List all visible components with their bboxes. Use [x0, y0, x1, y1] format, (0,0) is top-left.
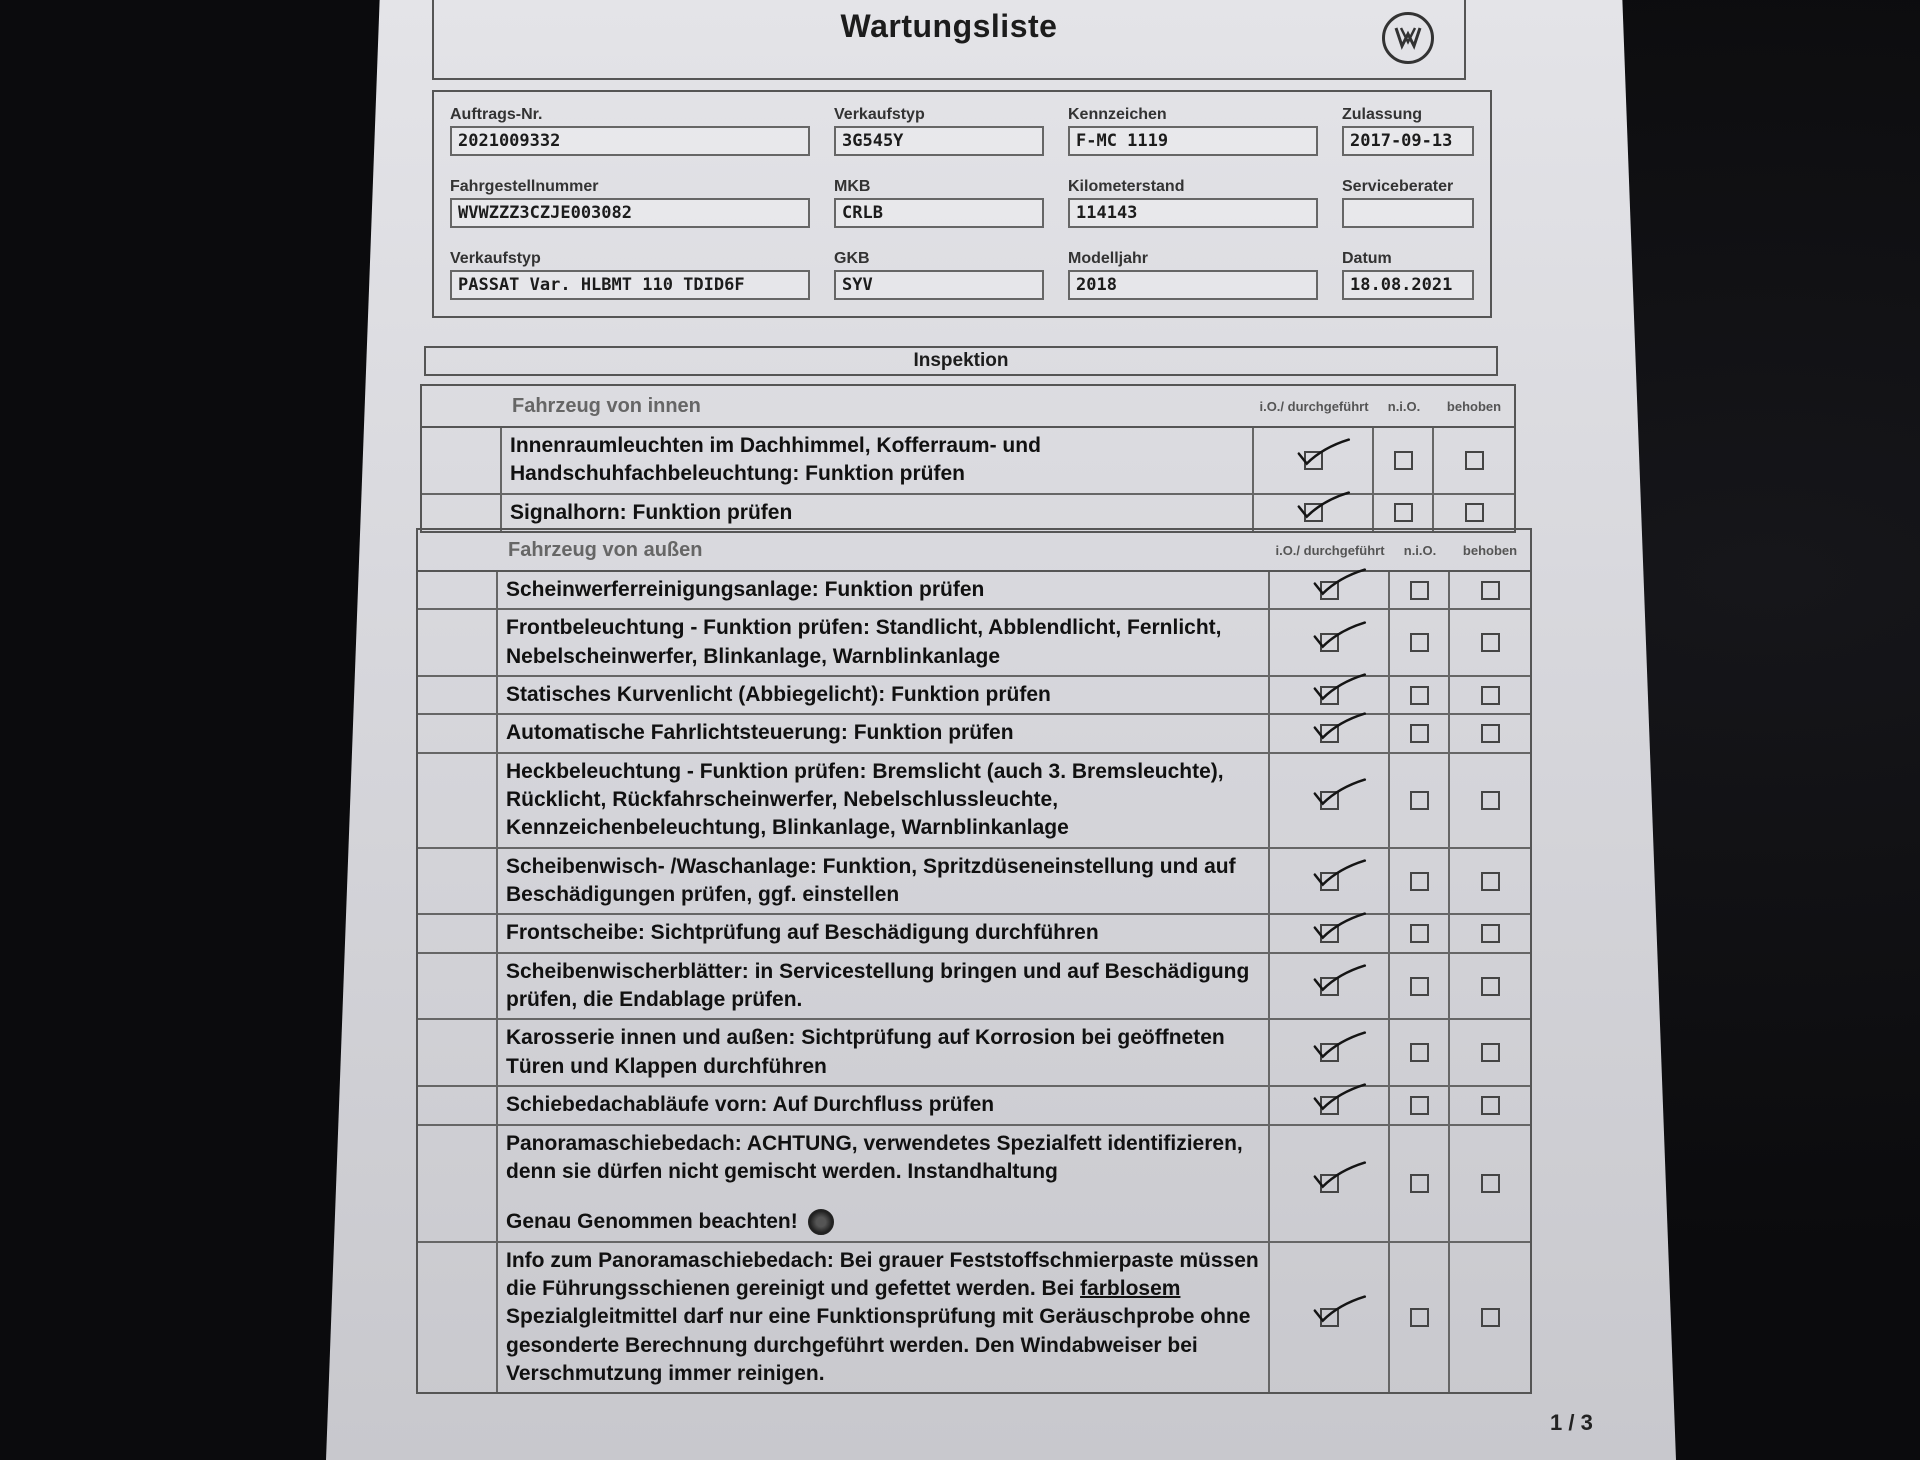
group-title: Fahrzeug von außen — [508, 538, 703, 561]
vw-logo — [1382, 12, 1434, 64]
item-label: Scheibenwischerblätter: in Servicestellung bringen und auf Beschädigung prüfen, die Endablage prüfen. — [506, 959, 1250, 1012]
row-spacer — [422, 428, 502, 493]
field-label: Kilometerstand — [1068, 178, 1185, 195]
column-header-nio: n.i.O. — [1403, 542, 1437, 558]
field-value: 2017-09-13 — [1342, 126, 1474, 156]
field-modelljahr — [1068, 246, 1318, 318]
item-label: Panoramaschiebedach: ACHTUNG, verwendetes Spezialfett identifizieren, denn sie dürfen nicht gemischt werden. Instandhaltung — [506, 1131, 1243, 1183]
form-header — [432, 0, 1466, 80]
checkbox-nio[interactable] — [1410, 1043, 1429, 1062]
field-label: Datum — [1342, 250, 1392, 267]
handwritten-check-icon — [1313, 964, 1367, 996]
checkbox-cell-io — [1270, 610, 1390, 675]
field-value: WVWZZZ3CZJE003082 — [450, 198, 810, 228]
item-label: Karosserie innen und außen: Sichtprüfung auf Korrosion bei geöffneten Türen und Klappen durchführen — [506, 1026, 1225, 1078]
field-verkaufstyp-name — [450, 246, 810, 318]
field-label: Fahrgestellnummer — [450, 178, 599, 195]
checkbox-cell-io — [1270, 1020, 1390, 1085]
checklist-item-text — [498, 572, 1270, 608]
field-value: 18.08.2021 — [1342, 270, 1474, 300]
checkbox-cell-io — [1270, 572, 1390, 608]
checkbox-cell-behoben — [1434, 495, 1514, 531]
checkbox-behoben[interactable] — [1481, 581, 1500, 600]
field-value — [1342, 198, 1474, 228]
checklist-row — [418, 1087, 1530, 1125]
checkbox-cell-behoben — [1450, 954, 1530, 1019]
checkbox-cell-io — [1254, 495, 1374, 531]
checkbox-behoben[interactable] — [1481, 1174, 1500, 1193]
checklist-row — [422, 428, 1514, 495]
checkbox-cell-io — [1270, 1087, 1390, 1123]
checkbox-cell-io — [1270, 1243, 1390, 1393]
field-label: Auftrags-Nr. — [450, 106, 543, 123]
checklist-row — [418, 754, 1530, 849]
field-kilometerstand — [1068, 174, 1318, 246]
checklist-item-text — [498, 849, 1270, 914]
field-serviceberater — [1342, 174, 1474, 246]
checklist-item-text — [498, 677, 1270, 713]
field-value: F-MC 1119 — [1068, 126, 1318, 156]
item-label: Frontscheibe: Sichtprüfung auf Beschädigung durchführen — [506, 921, 1099, 945]
row-spacer — [422, 495, 502, 531]
row-spacer — [418, 1243, 498, 1393]
field-label: MKB — [834, 178, 871, 195]
field-value: 2021009332 — [450, 126, 810, 156]
checkbox-cell-io — [1270, 715, 1390, 751]
checklist-row — [418, 1243, 1530, 1393]
field-label: Serviceberater — [1342, 178, 1454, 195]
checkbox-cell-nio — [1390, 1020, 1450, 1085]
checkbox-nio[interactable] — [1410, 1096, 1429, 1115]
handwritten-check-icon — [1313, 1161, 1367, 1193]
checklist-row — [418, 1020, 1530, 1087]
checkbox-cell-behoben — [1450, 1126, 1530, 1241]
checkbox-behoben[interactable] — [1481, 924, 1500, 943]
checklist-item-text — [498, 1087, 1270, 1123]
checklist-item-text — [498, 915, 1270, 951]
checkbox-nio[interactable] — [1410, 724, 1429, 743]
checklist-item-text — [498, 1243, 1270, 1393]
field-label: Verkaufstyp — [834, 106, 925, 123]
field-datum — [1342, 246, 1474, 318]
checkbox-cell-nio — [1374, 428, 1434, 493]
checkbox-cell-nio — [1390, 1243, 1450, 1393]
checklist-item-text — [498, 715, 1270, 751]
field-zulassung — [1342, 102, 1474, 174]
checkbox-cell-nio — [1390, 1087, 1450, 1123]
column-header-behoben: behoben — [1446, 398, 1502, 414]
field-mkb — [834, 174, 1044, 246]
row-spacer — [418, 1087, 498, 1123]
field-value: CRLB — [834, 198, 1044, 228]
handwritten-check-icon — [1313, 1295, 1367, 1327]
handwritten-check-icon — [1313, 911, 1367, 943]
handwritten-check-icon — [1313, 1083, 1367, 1115]
underlined-word: farblosem — [1080, 1276, 1181, 1300]
group-header — [418, 530, 1530, 572]
checkbox-nio[interactable] — [1410, 1174, 1429, 1193]
column-header-io: i.O./ durchgeführt — [1275, 542, 1385, 558]
checkbox-nio[interactable] — [1410, 977, 1429, 996]
field-label: Modelljahr — [1068, 250, 1149, 267]
item-label: Automatische Fahrlichtsteuerung: Funktion prüfen — [506, 721, 1014, 745]
checklist-item-text — [498, 954, 1270, 1019]
checkbox-cell-io — [1270, 677, 1390, 713]
checkbox-behoben[interactable] — [1481, 872, 1500, 891]
row-spacer — [418, 954, 498, 1019]
checklist-item-text — [498, 754, 1270, 847]
row-spacer — [418, 610, 498, 675]
handwritten-check-icon — [1313, 1030, 1367, 1062]
item-label: Statisches Kurvenlicht (Abbiegelicht): Funktion prüfen — [506, 683, 1051, 707]
item-label: Scheibenwisch- /Waschanlage: Funktion, Spritzdüseneinstellung und auf Beschädigungen prüfen, ggf. einstellen — [506, 854, 1236, 907]
note-text: Genau Genommen beachten! — [506, 1210, 798, 1234]
checkbox-behoben[interactable] — [1481, 633, 1500, 652]
checkbox-cell-behoben — [1450, 915, 1530, 951]
field-label: GKB — [834, 250, 870, 267]
field-value: 3G545Y — [834, 126, 1044, 156]
group-header — [422, 386, 1514, 428]
checkbox-behoben[interactable] — [1481, 1308, 1500, 1327]
field-value: SYV — [834, 270, 1044, 300]
stamp-icon — [808, 1209, 834, 1235]
checklist-row — [418, 1126, 1530, 1243]
checklist-item-text — [498, 610, 1270, 675]
checkbox-behoben[interactable] — [1481, 686, 1500, 705]
field-value: 114143 — [1068, 198, 1318, 228]
text-part: Spezialgleitmittel darf nur eine Funktionsprüfung mit Geräuschprobe ohne gesonderte Berechnung durchgeführt werden. Den Windabweiser bei Verschmutzung immer reinigen. — [506, 1305, 1251, 1385]
checkbox-cell-io — [1270, 754, 1390, 847]
checkbox-nio[interactable] — [1410, 791, 1429, 810]
checklist-item-text — [502, 428, 1254, 493]
vw-logo-icon — [1388, 18, 1428, 58]
checklist-row — [418, 715, 1530, 753]
item-label: Heckbeleuchtung - Funktion prüfen: Bremslicht (auch 3. Bremsleuchte), Rücklicht, Rückfahrscheinwerfer, Nebelschlussleuchte, Kennzeichenbeleuchtung, Blinkanlage, Warnblinkanlage — [506, 759, 1224, 840]
vehicle-info — [432, 90, 1492, 318]
checkbox-cell-behoben — [1450, 715, 1530, 751]
checklist-row — [418, 572, 1530, 610]
item-label: Signalhorn: Funktion prüfen — [510, 500, 793, 524]
row-spacer — [418, 754, 498, 847]
row-spacer — [418, 677, 498, 713]
field-auftrags-nr — [450, 102, 810, 174]
checkbox-cell-behoben — [1434, 428, 1514, 493]
row-spacer — [418, 849, 498, 914]
row-spacer — [418, 1126, 498, 1241]
checkbox-cell-nio — [1390, 610, 1450, 675]
handwritten-check-icon — [1313, 778, 1367, 810]
column-header-behoben: behoben — [1462, 542, 1518, 558]
checkbox-nio[interactable] — [1410, 1308, 1429, 1327]
checklist-row — [418, 954, 1530, 1021]
item-note — [506, 1208, 1260, 1236]
checkbox-behoben[interactable] — [1465, 503, 1484, 522]
handwritten-check-icon — [1297, 490, 1351, 522]
checkbox-behoben[interactable] — [1481, 977, 1500, 996]
checkbox-cell-behoben — [1450, 754, 1530, 847]
checkbox-cell-io — [1270, 915, 1390, 951]
field-label: Zulassung — [1342, 106, 1423, 123]
checkbox-nio[interactable] — [1410, 633, 1429, 652]
checkbox-nio[interactable] — [1394, 503, 1413, 522]
field-value: PASSAT Var. HLBMT 110 TDID6F — [450, 270, 810, 300]
row-spacer — [418, 1020, 498, 1085]
checkbox-cell-nio — [1390, 754, 1450, 847]
group-title: Fahrzeug von innen — [512, 394, 701, 417]
checkbox-cell-behoben — [1450, 572, 1530, 608]
checkbox-cell-behoben — [1450, 1087, 1530, 1123]
checklist-row — [418, 849, 1530, 916]
checkbox-nio[interactable] — [1394, 451, 1413, 470]
checkbox-nio[interactable] — [1410, 872, 1429, 891]
checkbox-cell-behoben — [1450, 849, 1530, 914]
field-value: 2018 — [1068, 270, 1318, 300]
checklist-item-text — [502, 495, 1254, 531]
field-verkaufstyp-code — [834, 102, 1044, 174]
field-fahrgestellnummer — [450, 174, 810, 246]
checkbox-cell-behoben — [1450, 677, 1530, 713]
checkbox-behoben[interactable] — [1481, 1043, 1500, 1062]
checkbox-cell-behoben — [1450, 610, 1530, 675]
checkbox-cell-nio — [1390, 954, 1450, 1019]
checkbox-nio[interactable] — [1410, 686, 1429, 705]
checkbox-nio[interactable] — [1410, 924, 1429, 943]
column-header-io: i.O./ durchgeführt — [1259, 398, 1369, 414]
item-label: Scheinwerferreinigungsanlage: Funktion prüfen — [506, 578, 985, 601]
handwritten-check-icon — [1313, 673, 1367, 705]
item-label: Schiebedachabläufe vorn: Auf Durchfluss prüfen — [506, 1093, 995, 1117]
checkbox-cell-nio — [1390, 915, 1450, 951]
group-rows — [422, 428, 1514, 531]
checkbox-cell-nio — [1390, 849, 1450, 914]
field-label: Verkaufstyp — [450, 250, 541, 267]
group-rows — [418, 572, 1530, 1392]
row-spacer — [418, 572, 498, 608]
checkbox-cell-nio — [1390, 572, 1450, 608]
checkbox-cell-io — [1254, 428, 1374, 493]
checkbox-cell-behoben — [1450, 1020, 1530, 1085]
handwritten-check-icon — [1313, 568, 1367, 600]
checkbox-cell-nio — [1390, 1126, 1450, 1241]
section-title-inspektion: Inspektion — [424, 346, 1498, 376]
column-header-nio: n.i.O. — [1387, 398, 1421, 414]
handwritten-check-icon — [1313, 620, 1367, 652]
field-label: Kennzeichen — [1068, 106, 1167, 123]
checkbox-behoben[interactable] — [1481, 724, 1500, 743]
item-label: Frontbeleuchtung - Funktion prüfen: Standlicht, Abblendlicht, Fernlicht, Nebelscheinwerfer, Blinkanlage, Warnblinkanlage — [506, 616, 1222, 668]
checkbox-cell-nio — [1390, 677, 1450, 713]
handwritten-check-icon — [1297, 438, 1351, 470]
item-label: Innenraumleuchten im Dachhimmel, Kofferraum- und Handschuhfachbeleuchtung: Funktion prüfen — [510, 434, 1041, 486]
field-kennzeichen — [1068, 102, 1318, 174]
checklist-item-text — [498, 1020, 1270, 1085]
checkbox-cell-io — [1270, 954, 1390, 1019]
checkbox-cell-nio — [1390, 715, 1450, 751]
checklist-row — [418, 610, 1530, 677]
checklist-item-text — [498, 1126, 1270, 1241]
checkbox-behoben[interactable] — [1465, 451, 1484, 470]
checkbox-cell-nio — [1374, 495, 1434, 531]
checklist-row — [418, 677, 1530, 715]
checkbox-cell-io — [1270, 849, 1390, 914]
row-spacer — [418, 715, 498, 751]
checkbox-cell-behoben — [1450, 1243, 1530, 1393]
checklist-row — [418, 915, 1530, 953]
text-part: Info zum Panoramaschiebedach: Bei grauer Feststoffschmierpaste müssen die Führungsschienen gereinigt und gefettet werden. Bei — [506, 1248, 1259, 1300]
row-spacer — [418, 915, 498, 951]
checkbox-behoben[interactable] — [1481, 791, 1500, 810]
field-gkb — [834, 246, 1044, 318]
group-fahrzeug-innen — [420, 384, 1516, 533]
document-title: Wartungsliste — [840, 8, 1058, 44]
checklist-row — [422, 495, 1514, 531]
checkbox-behoben[interactable] — [1481, 1096, 1500, 1115]
page-number: 1 / 3 — [1550, 1410, 1593, 1435]
group-fahrzeug-aussen — [416, 528, 1532, 1394]
checkbox-nio[interactable] — [1410, 581, 1429, 600]
handwritten-check-icon — [1313, 859, 1367, 891]
handwritten-check-icon — [1313, 711, 1367, 743]
checkbox-cell-io — [1270, 1126, 1390, 1241]
